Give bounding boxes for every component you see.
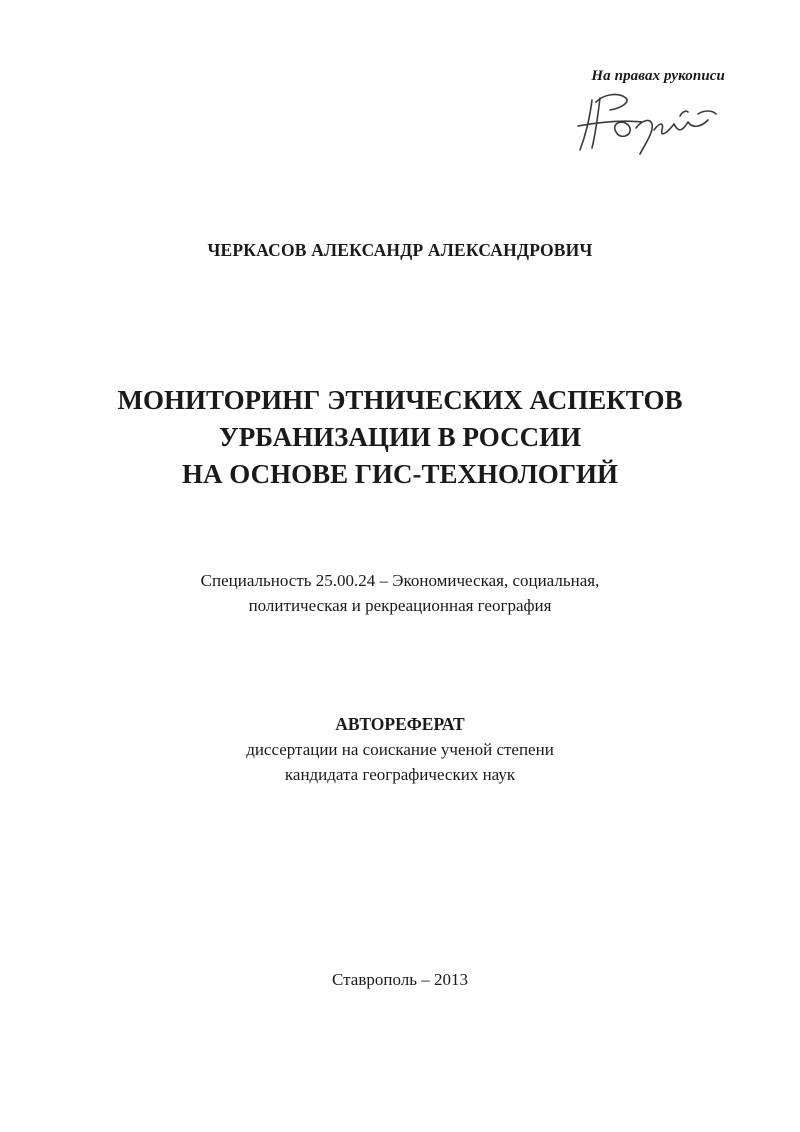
author-name: ЧЕРКАСОВ АЛЕКСАНДР АЛЕКСАНДРОВИЧ [207, 240, 593, 260]
abstract-heading: АВТОРЕФЕРАТ [335, 714, 465, 734]
specialty-line-2: политическая и рекреационная география [248, 596, 552, 615]
abstract-line-2: кандидата географических наук [284, 765, 516, 784]
dissertation-title [0, 382, 800, 493]
title-line-1: МОНИТОРИНГ ЭТНИЧЕСКИХ АСПЕКТОВ [117, 385, 683, 415]
title-line-3: НА ОСНОВЕ ГИС-ТЕХНОЛОГИЙ [182, 459, 618, 489]
abstract-line-1: диссертации на соискание ученой степени [246, 740, 554, 759]
manuscript-note: На правах рукописи [591, 68, 725, 84]
handwritten-signature [570, 88, 730, 160]
specialty-block [0, 568, 800, 618]
place-year: Ставрополь – 2013 [332, 970, 468, 989]
specialty-line-1: Специальность 25.00.24 – Экономическая, социальная, [200, 571, 600, 590]
abstract-block [0, 712, 800, 787]
title-line-2: УРБАНИЗАЦИИ В РОССИИ [218, 422, 582, 452]
